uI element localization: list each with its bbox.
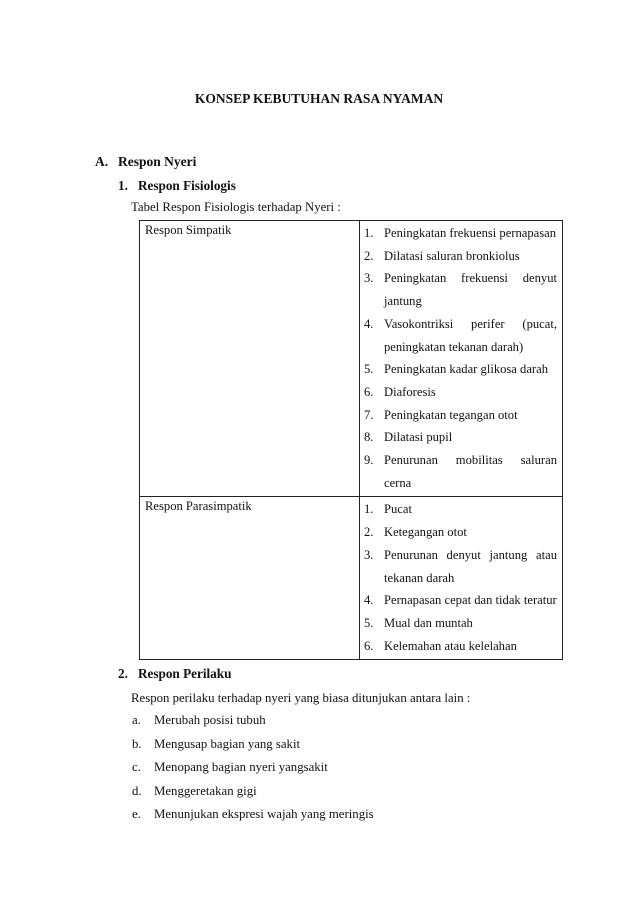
item-number: 8. — [364, 430, 374, 445]
subsection-marker: 2. — [118, 666, 128, 681]
item-text: Penurunan mobilitas saluran — [384, 453, 557, 468]
item-text: Vasokontriksi perifer (pucat, — [384, 316, 557, 331]
item-number: 6. — [364, 638, 374, 653]
item-number: 3. — [364, 271, 374, 286]
subsection-title: Respon Perilaku — [138, 666, 232, 681]
list-item — [132, 807, 374, 822]
item-number: 7. — [364, 407, 374, 422]
item-text-continued: peningkatan tekanan darah) — [384, 339, 524, 354]
subsection-marker: 1. — [118, 178, 128, 193]
item-marker: a. — [132, 713, 141, 727]
item-text: Pucat — [384, 502, 412, 517]
item-text: Mual dan muntah — [384, 615, 473, 630]
list-item — [364, 521, 557, 544]
item-text-continued: cerna — [384, 475, 412, 490]
item-text: Dilatasi saluran bronkiolus — [384, 248, 520, 263]
list-item — [364, 358, 557, 381]
item-text: Menunjukan ekspresi wajah yang meringis — [154, 807, 374, 821]
response-items — [360, 497, 563, 660]
item-number: 5. — [364, 615, 374, 630]
list-item — [364, 313, 557, 358]
list-item — [132, 737, 300, 752]
item-marker: d. — [132, 783, 142, 798]
section-marker: A. — [95, 154, 109, 169]
response-items — [360, 221, 563, 497]
item-number: 5. — [364, 362, 374, 377]
list-item — [364, 544, 557, 589]
item-number: 1. — [364, 226, 374, 240]
list-item — [364, 635, 557, 658]
item-marker: b. — [132, 736, 142, 751]
item-text: Mengusap bagian yang sakit — [154, 736, 301, 751]
table-row — [140, 497, 563, 660]
item-text: Penurunan denyut jantung atau — [384, 547, 557, 562]
item-number: 3. — [364, 547, 374, 562]
item-text: Dilatasi pupil — [384, 430, 453, 445]
list-item — [364, 245, 557, 268]
item-number: 4. — [364, 593, 374, 608]
list-item — [132, 760, 328, 775]
item-number: 2. — [364, 248, 374, 263]
subsection-title: Respon Fisiologis — [138, 178, 236, 193]
page-title: KONSEP KEBUTUHAN RASA NYAMAN — [194, 91, 444, 106]
item-text-continued: jantung — [384, 294, 422, 309]
item-text: Pernapasan cepat dan tidak teratur — [384, 593, 557, 608]
table-caption: Tabel Respon Fisiologis terhadap Nyeri : — [131, 200, 341, 214]
list-item — [132, 713, 266, 728]
list-item — [364, 449, 557, 494]
response-table — [139, 220, 563, 660]
item-text-continued: tekanan darah — [384, 570, 455, 585]
item-marker: e. — [132, 807, 141, 821]
item-text: Peningkatan tegangan otot — [384, 407, 518, 422]
list-item — [364, 426, 557, 449]
response-category: Respon Parasimpatik — [140, 497, 360, 660]
item-number: 2. — [364, 525, 374, 540]
item-marker: c. — [132, 760, 141, 774]
list-item — [364, 612, 557, 635]
list-item — [364, 267, 557, 312]
item-text: Ketegangan otot — [384, 525, 467, 540]
item-text: Merubah posisi tubuh — [154, 713, 266, 727]
list-item — [364, 381, 557, 404]
behavior-intro: Respon perilaku terhadap nyeri yang biasa ditunjukan antara lain : — [131, 691, 471, 705]
list-item — [364, 222, 557, 245]
table-row — [140, 221, 563, 497]
item-number: 1. — [364, 502, 374, 517]
item-text: Kelemahan atau kelelahan — [384, 638, 517, 653]
item-number: 4. — [364, 316, 374, 331]
item-text: Peningkatan kadar glikosa darah — [384, 362, 549, 377]
item-text: Menggeretakan gigi — [154, 783, 257, 798]
response-category: Respon Simpatik — [140, 221, 360, 497]
item-number: 9. — [364, 453, 374, 468]
item-number: 6. — [364, 384, 374, 399]
list-item — [364, 404, 557, 427]
section-title: Respon Nyeri — [118, 154, 197, 169]
item-text: Peningkatan frekuensi denyut — [384, 271, 557, 286]
list-item — [132, 784, 257, 799]
list-item — [364, 498, 557, 521]
item-text: Peningkatan frekuensi pernapasan — [384, 226, 557, 240]
item-text: Diaforesis — [384, 384, 436, 399]
item-text: Menopang bagian nyeri yangsakit — [154, 760, 328, 774]
list-item — [364, 589, 557, 612]
